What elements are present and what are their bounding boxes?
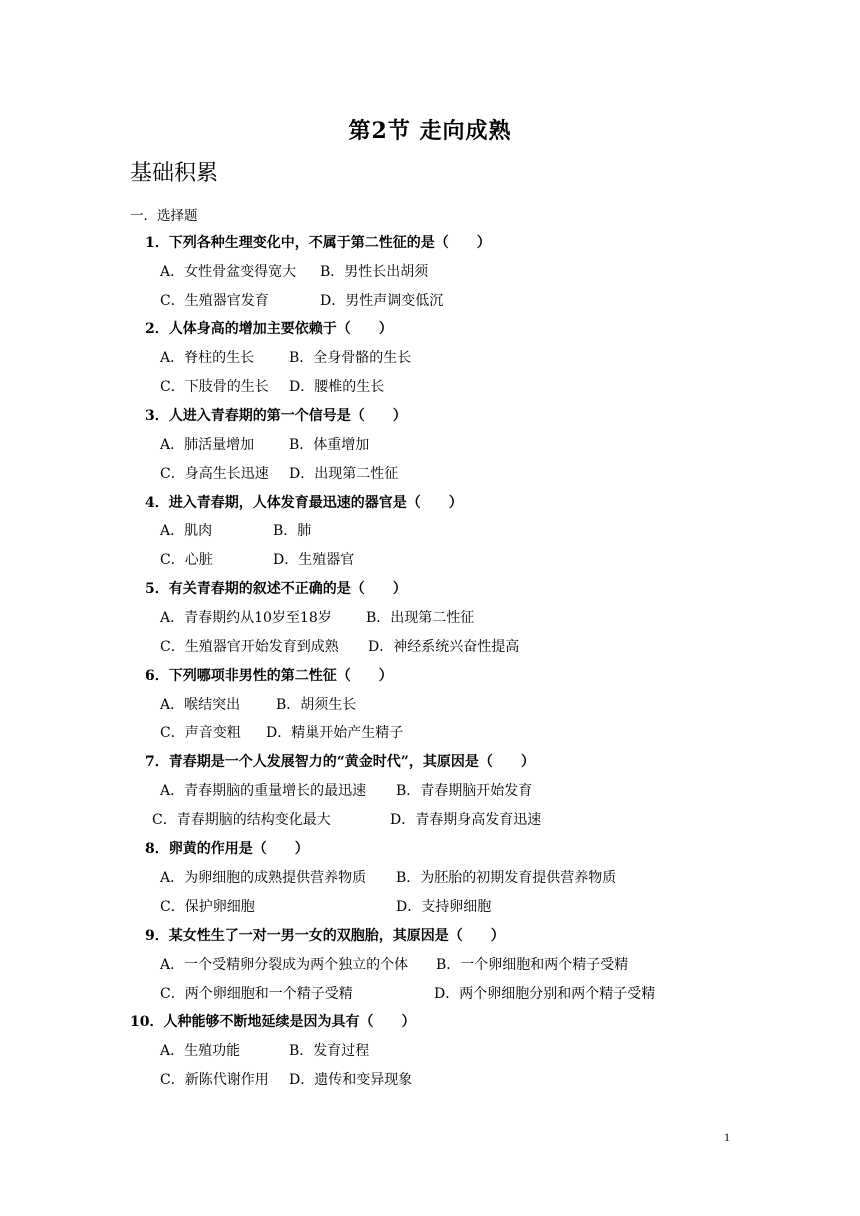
option: A．青春期约从10岁至18岁 bbox=[160, 610, 332, 626]
option: D．出现第二性征 bbox=[289, 466, 399, 482]
option: D．精巢开始产生精子 bbox=[266, 725, 404, 741]
question-stem: 9．某女性生了一对一男一女的双胞胎，其原因是（ ） bbox=[145, 928, 505, 944]
option: A．女性骨盆变得宽大 bbox=[160, 264, 297, 280]
question-type-label: 一．选择题 bbox=[130, 208, 198, 224]
option: B．一个卵细胞和两个精子受精 bbox=[436, 957, 629, 973]
page-number: 1 bbox=[724, 1130, 730, 1144]
option: A．肌肉 bbox=[160, 523, 213, 539]
section-heading: 基础积累 bbox=[130, 161, 219, 186]
question-stem: 5．有关青春期的叙述不正确的是（ ） bbox=[145, 581, 407, 597]
option: D．支持卵细胞 bbox=[396, 899, 492, 915]
option: A．一个受精卵分裂成为两个独立的个体 bbox=[160, 957, 409, 973]
question-stem: 4．进入青春期，人体发育最迅速的器官是（ ） bbox=[145, 495, 463, 511]
option: B．青春期脑开始发育 bbox=[396, 783, 533, 799]
option: B．全身骨骼的生长 bbox=[289, 350, 412, 366]
option: B．发育过程 bbox=[289, 1043, 370, 1059]
option: D．遗传和变异现象 bbox=[289, 1072, 413, 1088]
option: C．心脏 bbox=[160, 552, 213, 568]
option: C．两个卵细胞和一个精子受精 bbox=[160, 986, 353, 1002]
option: D．腰椎的生长 bbox=[289, 379, 385, 395]
option: C．生殖器官发育 bbox=[160, 293, 269, 309]
option: B．体重增加 bbox=[289, 437, 370, 453]
option: A．青春期脑的重量增长的最迅速 bbox=[160, 783, 367, 799]
question-stem: 8．卵黄的作用是（ ） bbox=[145, 841, 309, 857]
option: C．新陈代谢作用 bbox=[160, 1072, 269, 1088]
option: D．生殖器官 bbox=[273, 552, 355, 568]
question-stem: 7．青春期是一个人发展智力的“黄金时代”，其原因是（ ） bbox=[145, 754, 535, 770]
question-stem: 2．人体身高的增加主要依赖于（ ） bbox=[145, 321, 393, 337]
option: D．神经系统兴奋性提高 bbox=[368, 639, 520, 655]
option: B．胡须生长 bbox=[276, 697, 357, 713]
option: B．为胚胎的初期发育提供营养物质 bbox=[396, 870, 617, 886]
option: A．脊柱的生长 bbox=[160, 350, 255, 366]
question-stem: 6．下列哪项非男性的第二性征（ ） bbox=[145, 668, 393, 684]
option: C．下肢骨的生长 bbox=[160, 379, 269, 395]
option: C．生殖器官开始发育到成熟 bbox=[160, 639, 339, 655]
option: B．出现第二性征 bbox=[366, 610, 475, 626]
option: A．为卵细胞的成熟提供营养物质 bbox=[160, 870, 367, 886]
option: B．男性长出胡须 bbox=[320, 264, 429, 280]
option: A．肺活量增加 bbox=[160, 437, 255, 453]
option: C．保护卵细胞 bbox=[160, 899, 255, 915]
option: D．男性声调变低沉 bbox=[320, 293, 444, 309]
question-stem: 3．人进入青春期的第一个信号是（ ） bbox=[145, 408, 407, 424]
question-stem: 10．人种能够不断地延续是因为具有（ ） bbox=[130, 1014, 416, 1030]
option: D．两个卵细胞分别和两个精子受精 bbox=[434, 986, 656, 1002]
option: C．身高生长迅速 bbox=[160, 466, 269, 482]
option: D．青春期身高发育迅速 bbox=[390, 812, 542, 828]
option: A．喉结突出 bbox=[160, 697, 241, 713]
option: C．青春期脑的结构变化最大 bbox=[152, 812, 331, 828]
option: B．肺 bbox=[273, 523, 312, 539]
question-stem: 1．下列各种生理变化中，不属于第二性征的是（ ） bbox=[145, 235, 491, 251]
option: C．声音变粗 bbox=[160, 725, 241, 741]
page-title: 第2节 走向成熟 bbox=[348, 118, 512, 144]
option: A．生殖功能 bbox=[160, 1043, 241, 1059]
